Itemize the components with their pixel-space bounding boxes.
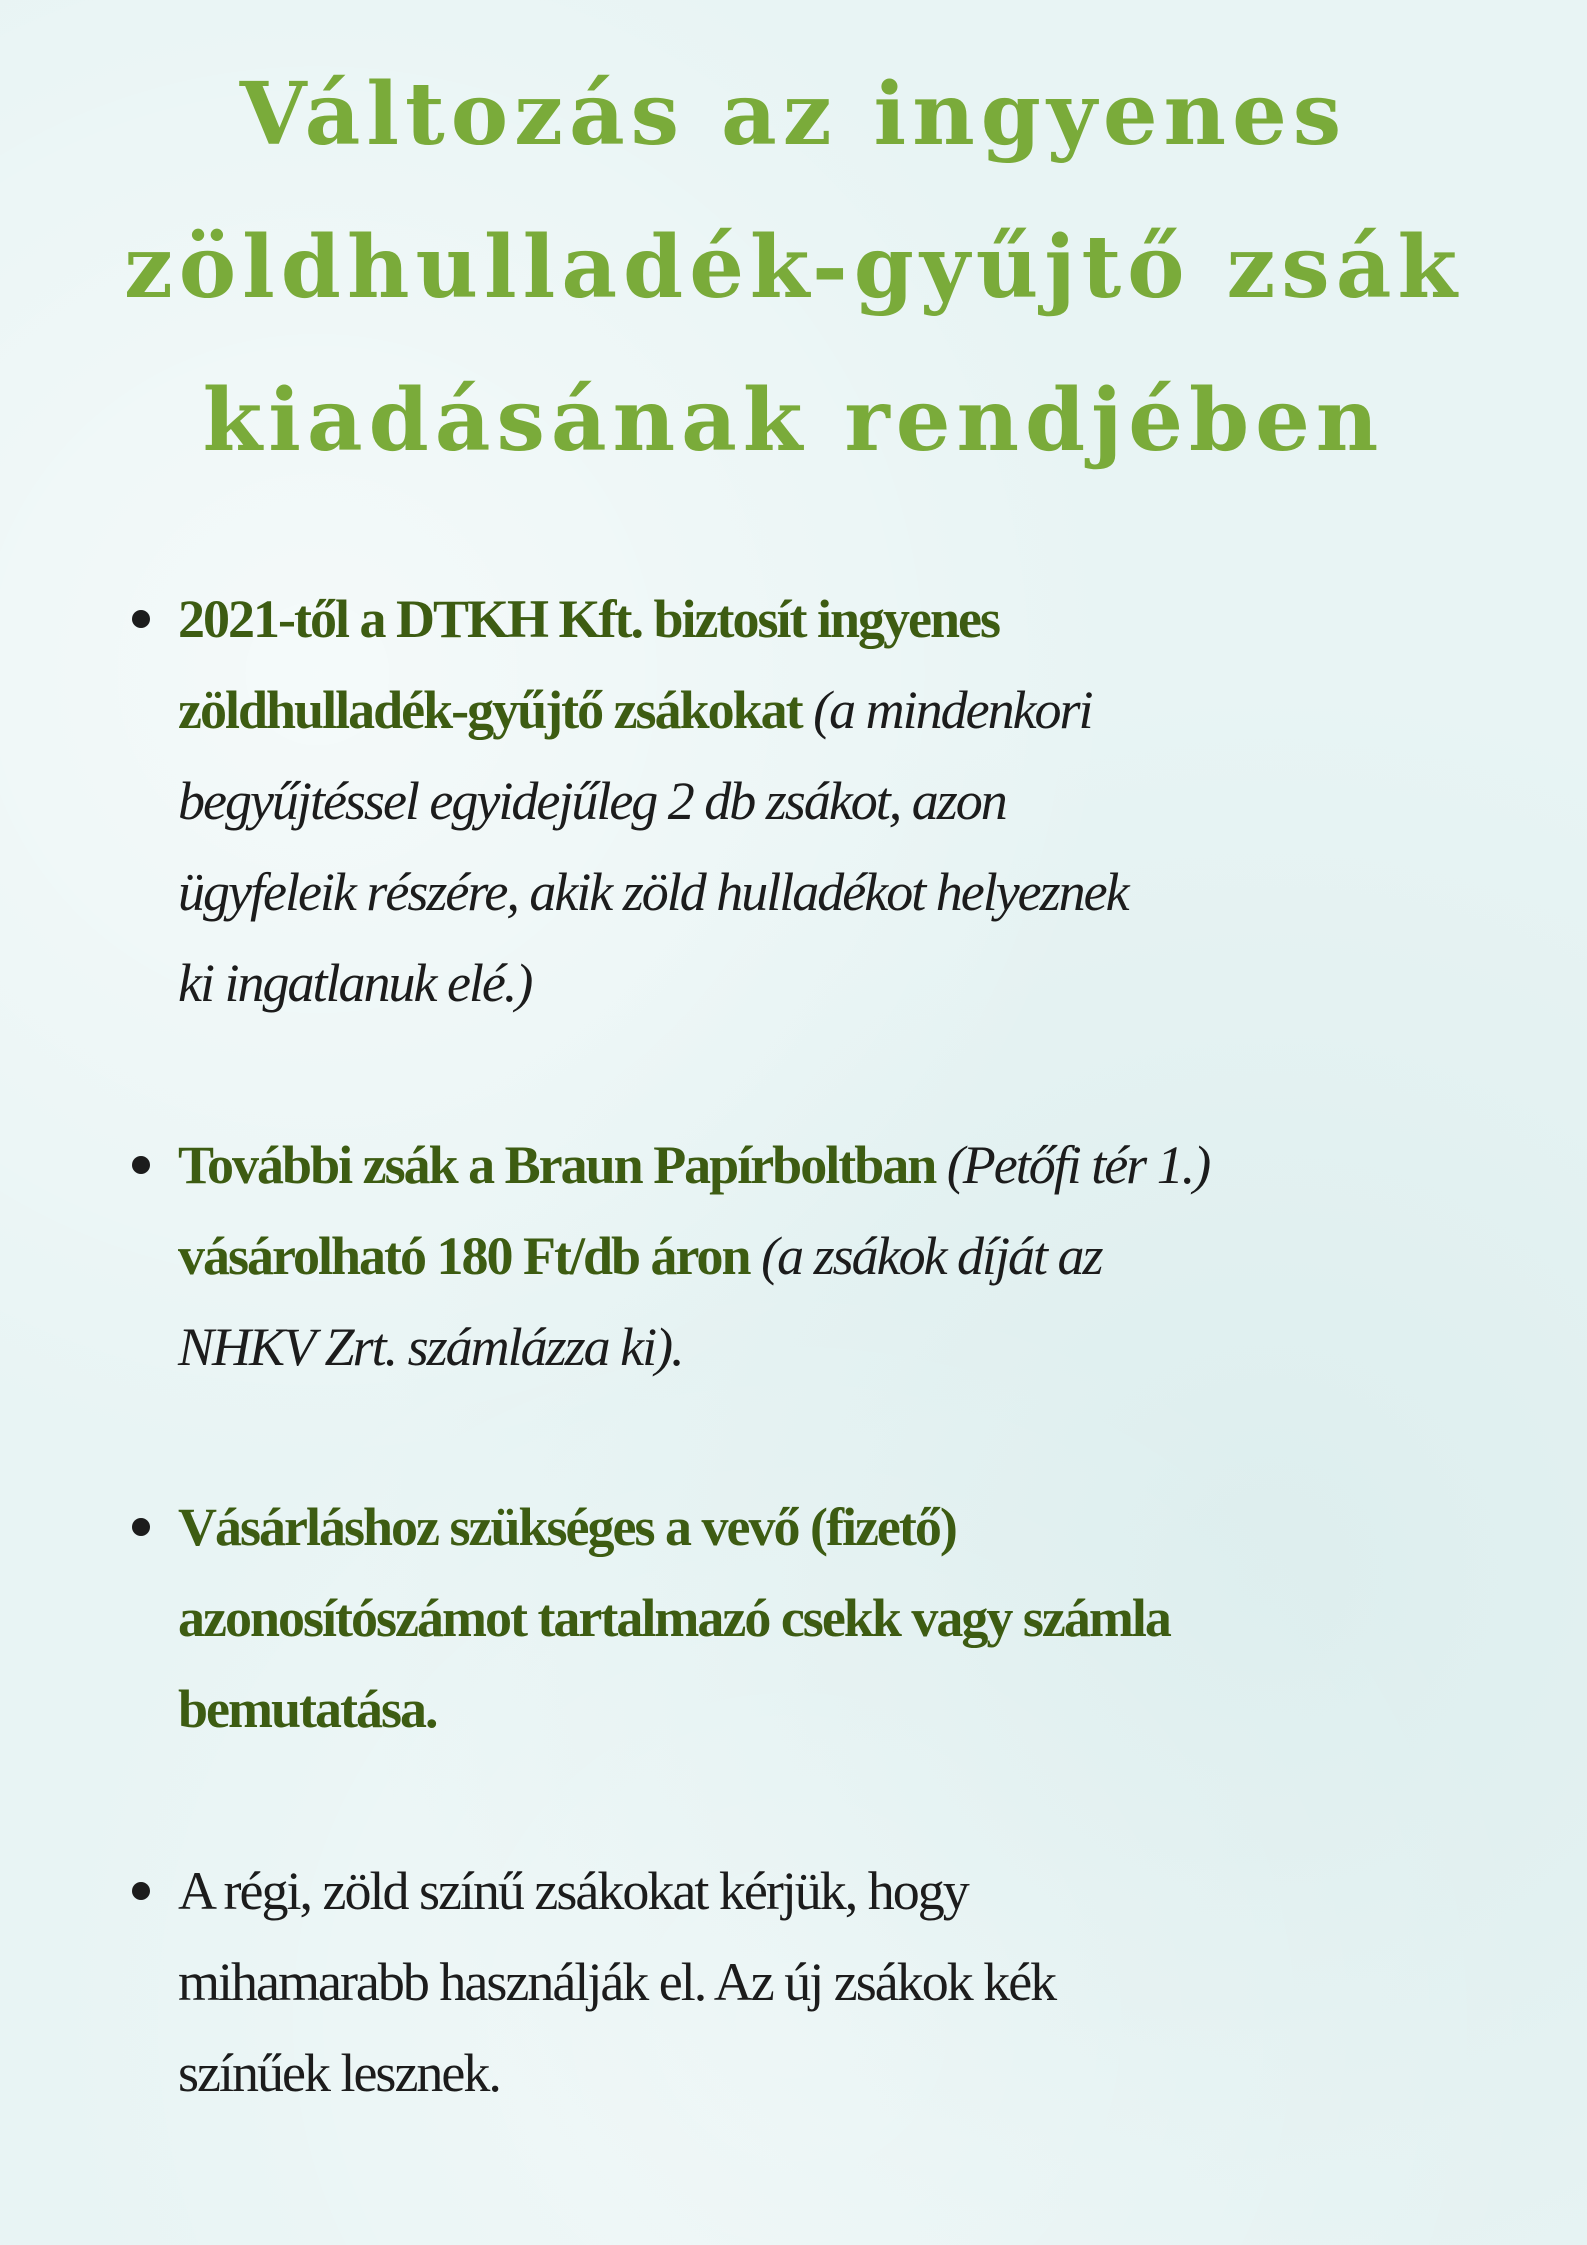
bullet-icon [132, 1518, 150, 1536]
bold-text: További zsák a Braun Papírboltban [178, 1135, 936, 1195]
italic-text: (a zsákok díját az [749, 1226, 1102, 1286]
bold-text: Vásárláshoz szükséges a vevő (fizető) [178, 1497, 956, 1557]
list-item-old-bags [178, 1846, 1508, 2119]
title-line: Változás az ingyenes [239, 64, 1348, 165]
italic-text: begyűjtéssel egyidejűleg 2 db zsákot, azon [178, 771, 1006, 831]
italic-text: (Petőfi tér 1.) [935, 1135, 1210, 1195]
plain-text: A régi, zöld színű zsákokat kérjük, hogy [178, 1861, 968, 1921]
bullet-icon [132, 1882, 150, 1900]
list-item-extra-bags [178, 1120, 1508, 1393]
text-line [178, 1120, 1508, 1211]
bullet-icon [132, 610, 150, 628]
title-line: kiadásának rendjében [202, 370, 1385, 471]
bold-text: azonosítószámot tartalmazó csekk vagy számla [178, 1588, 1170, 1648]
text-line [178, 665, 1508, 756]
list-item-free-bags [178, 574, 1508, 1029]
italic-text: ügyfeleik részére, akik zöld hulladékot helyeznek [178, 862, 1128, 922]
title-line: zöldhulladék-gyűjtő zsák [123, 217, 1464, 318]
plain-text: színűek lesznek. [178, 2043, 500, 2103]
text-line [178, 1211, 1508, 1302]
italic-text: ki ingatlanuk elé.) [178, 953, 532, 1013]
plain-text: mihamarabb használják el. Az új zsákok kék [178, 1952, 1056, 2012]
bold-text: 2021-től a DTKH Kft. biztosít ingyenes [178, 589, 999, 649]
list-item-purchase-requirement [178, 1482, 1508, 1755]
bold-text: bemutatása. [178, 1679, 437, 1739]
bullet-icon [132, 1156, 150, 1174]
italic-text: (a mindenkori [801, 680, 1092, 740]
bold-text: vásárolható 180 Ft/db áron [178, 1226, 750, 1286]
bold-text: zöldhulladék-gyűjtő zsákokat [178, 680, 802, 740]
text-line [178, 574, 1508, 665]
page-title [40, 38, 1547, 497]
italic-text: NHKV Zrt. számlázza ki). [178, 1317, 683, 1377]
